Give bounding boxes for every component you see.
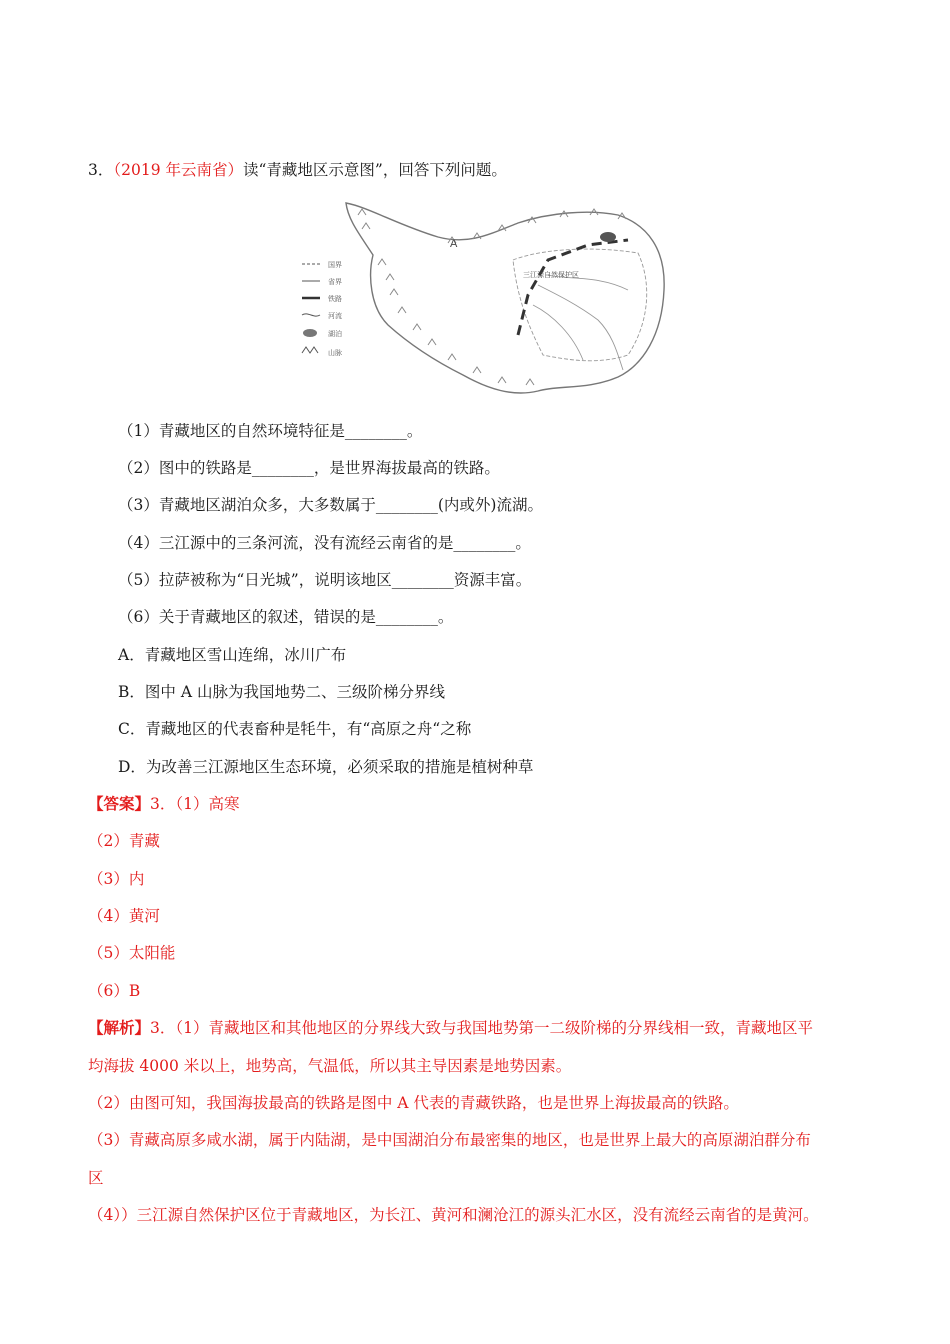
analysis-line: （2）由图可知，我国海拔最高的铁路是图中 A 代表的青藏铁路，也是世界上海拔最高的铁路。 <box>88 1094 739 1112</box>
question-item: （5）拉萨被称为“日光城”，说明该地区________资源丰富。 <box>118 571 532 589</box>
option-b: B．图中 A 山脉为我国地势二、三级阶梯分界线 <box>118 683 445 701</box>
option-d: D．为改善三江源地区生态环境，必须采取的措施是植树种草 <box>118 758 534 776</box>
map-legend <box>302 260 342 357</box>
legend-item: 省界 <box>328 278 342 286</box>
region-boundary <box>346 203 664 393</box>
legend-item: 湖泊 <box>328 330 342 338</box>
question-number: 3． <box>88 161 114 179</box>
answer-line: （6）B <box>88 982 141 1000</box>
answer-text: 3．（1）高寒 <box>150 795 240 813</box>
question-item: （3）青藏地区湖泊众多，大多数属于________(内或外)流湖。 <box>118 496 543 514</box>
answer-line <box>88 794 240 814</box>
map-point-label: A <box>450 238 458 250</box>
analysis-line <box>88 1018 813 1038</box>
question-item: （1）青藏地区的自然环境特征是________。 <box>118 422 423 440</box>
legend-item: 国界 <box>328 261 342 269</box>
answer-line: （5）太阳能 <box>88 944 176 962</box>
map-region-label: 三江源自然保护区 <box>523 271 579 279</box>
legend-item: 山脉 <box>328 349 342 357</box>
question-source: （2019 年云南省） <box>113 161 243 179</box>
analysis-line: （3）青藏高原多咸水湖，属于内陆湖，是中国湖泊分布最密集的地区，也是世界上最大的高原湖泊群分布 <box>88 1131 811 1149</box>
legend-item: 铁路 <box>328 295 342 303</box>
legend-item: 河流 <box>328 312 342 320</box>
answer-line: （3）内 <box>88 870 145 888</box>
analysis-text: 3．（1）青藏地区和其他地区的分界线大致与我国地势第一二级阶梯的分界线相一致，青藏地区平 <box>150 1019 813 1037</box>
mountain-marks <box>358 209 626 385</box>
question-item: （2）图中的铁路是________，是世界海拔最高的铁路。 <box>118 459 500 477</box>
railway-line <box>518 240 628 335</box>
question-item: （4）三江源中的三条河流，没有流经云南省的是________。 <box>118 534 531 552</box>
option-a: A．青藏地区雪山连绵，冰川广布 <box>118 646 347 664</box>
answer-label: 【答案】 <box>88 794 151 813</box>
question-header <box>88 160 507 180</box>
lake-mark <box>600 232 616 242</box>
qinghai-tibet-map <box>298 195 670 400</box>
analysis-label: 【解析】 <box>88 1018 151 1037</box>
answer-line: （4）黄河 <box>88 907 160 925</box>
option-c: C．青藏地区的代表畜种是牦牛，有“高原之舟“之称 <box>118 720 472 738</box>
analysis-line: （4））三江源自然保护区位于青藏地区，为长江、黄河和澜沧江的源头汇水区，没有流经云南省的是黄河。 <box>88 1206 819 1224</box>
question-prompt: 读“青藏地区示意图”，回答下列问题。 <box>243 161 507 179</box>
analysis-line: 区 <box>88 1169 104 1187</box>
answer-line: （2）青藏 <box>88 832 160 850</box>
analysis-line: 均海拔 4000 米以上，地势高，气温低，所以其主导因素是地势因素。 <box>88 1057 572 1075</box>
question-item: （6）关于青藏地区的叙述，错误的是________。 <box>118 608 454 626</box>
